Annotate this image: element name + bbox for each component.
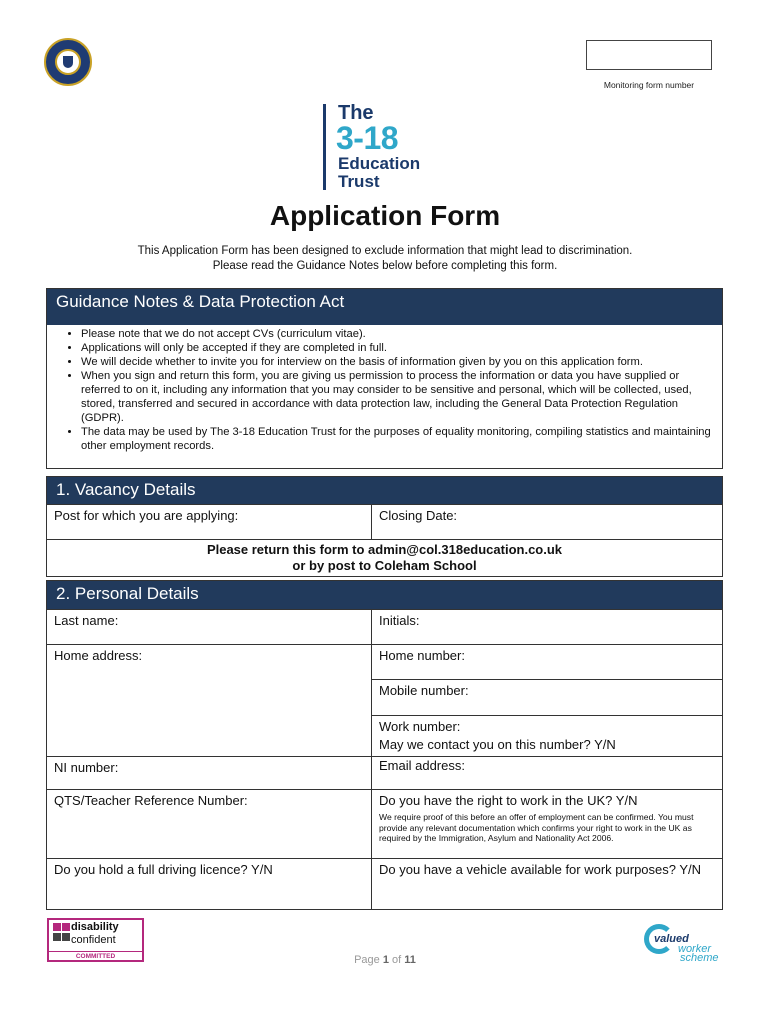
field-label: QTS/Teacher Reference Number:	[54, 793, 248, 808]
intro-line: Please read the Guidance Notes below before completing this form.	[212, 260, 558, 272]
driving-licence-field[interactable]	[46, 858, 372, 910]
page-number-current: 1	[382, 954, 389, 966]
list-item: • Applications will only be accepted if they are completed in full.	[81, 341, 714, 355]
field-label: Home address:	[54, 648, 143, 663]
trust-logo-text: The	[338, 102, 374, 124]
return-line: or by post to Coleham School	[292, 558, 477, 573]
post-field[interactable]	[46, 504, 372, 540]
logo-text: worker	[678, 943, 712, 955]
field-label: Do you have the right to work in the UK? Y/N	[379, 793, 638, 808]
page-number-total: 11	[404, 954, 416, 966]
list-item: • We will decide whether to invite you for interview on the basis of information given by you on this application form.	[81, 355, 714, 369]
trust-logo-text: Trust	[338, 172, 380, 191]
last-name-field[interactable]	[46, 609, 372, 645]
trust-logo-text: Education	[338, 154, 421, 173]
field-label: NI number:	[54, 760, 119, 775]
ni-number-field[interactable]	[46, 756, 372, 790]
home-address-field[interactable]	[46, 644, 372, 757]
page-number-text: of	[392, 954, 402, 966]
intro-text	[0, 244, 770, 274]
field-label: Closing Date:	[379, 508, 458, 523]
field-label: Post for which you are applying:	[54, 508, 239, 523]
qts-field[interactable]	[46, 789, 372, 859]
work-number-field[interactable]	[371, 715, 723, 757]
logo-text: valued	[654, 933, 689, 945]
field-label: May we contact you on this number? Y/N	[379, 737, 616, 752]
monitoring-number-label: Monitoring form number	[603, 80, 695, 90]
logo-text: disability	[71, 921, 119, 933]
list-item: • Please note that we do not accept CVs (curriculum vitae).	[81, 327, 714, 341]
valued-worker-scheme-logo	[644, 920, 724, 966]
vehicle-field[interactable]	[371, 858, 723, 910]
section-heading: Guidance Notes & Data Protection Act	[47, 289, 722, 325]
intro-line: This Application Form has been designed to exclude information that might lead to discrimination.	[137, 245, 633, 257]
mobile-number-field[interactable]	[371, 679, 723, 716]
initials-field[interactable]	[371, 609, 723, 645]
field-label: Mobile number:	[379, 683, 469, 698]
list-item: • When you sign and return this form, you are giving us permission to process the information or data you have supplied or referred to on it, including any information that you may consider to be sensitive and personal, which will be collected, used, stored, transferred and secured in accordance with data protection law, including the General Data Protection Regulation (GDPR).	[81, 369, 714, 425]
field-label: Last name:	[54, 613, 119, 628]
right-to-work-note: We require proof of this before an offer of employment can be confirmed. You must provide any relevant documentation which confirms your right to work in the UK as required by the Immigration, Asylum and Nationality Act 2006.	[379, 812, 694, 843]
field-label: Email address:	[379, 758, 465, 773]
field-label: Work number:	[379, 719, 461, 734]
guidance-section	[46, 288, 723, 469]
field-label: Do you have a vehicle available for work purposes? Y/N	[379, 862, 702, 877]
return-instructions	[46, 539, 723, 577]
list-item: • The data may be used by The 3-18 Education Trust for the purposes of equality monitoring, compiling statistics and maintaining other employment records.	[81, 425, 714, 453]
page-title: Application Form	[269, 200, 501, 231]
monitoring-number-field[interactable]	[586, 40, 712, 70]
page-number-text: Page	[354, 954, 380, 966]
logo-text: COMMITTED	[49, 951, 142, 960]
school-crest-logo	[44, 38, 92, 86]
field-label: Home number:	[379, 648, 465, 663]
field-label: Do you hold a full driving licence? Y/N	[54, 862, 273, 877]
home-number-field[interactable]	[371, 644, 723, 680]
closing-date-field[interactable]	[371, 504, 723, 540]
guidance-list	[47, 327, 722, 453]
section-heading: 1. Vacancy Details	[46, 476, 723, 505]
logo-text: scheme	[680, 952, 719, 964]
trust-logo-bar	[323, 104, 326, 190]
field-label: Initials:	[379, 613, 420, 628]
section-heading: 2. Personal Details	[46, 580, 723, 610]
logo-text: confident	[71, 934, 116, 946]
email-field[interactable]	[371, 756, 723, 790]
return-line: Please return this form to admin@col.318education.co.uk	[206, 542, 563, 557]
right-to-work-field[interactable]	[371, 789, 723, 859]
trust-logo-text: 3-18	[336, 120, 399, 156]
